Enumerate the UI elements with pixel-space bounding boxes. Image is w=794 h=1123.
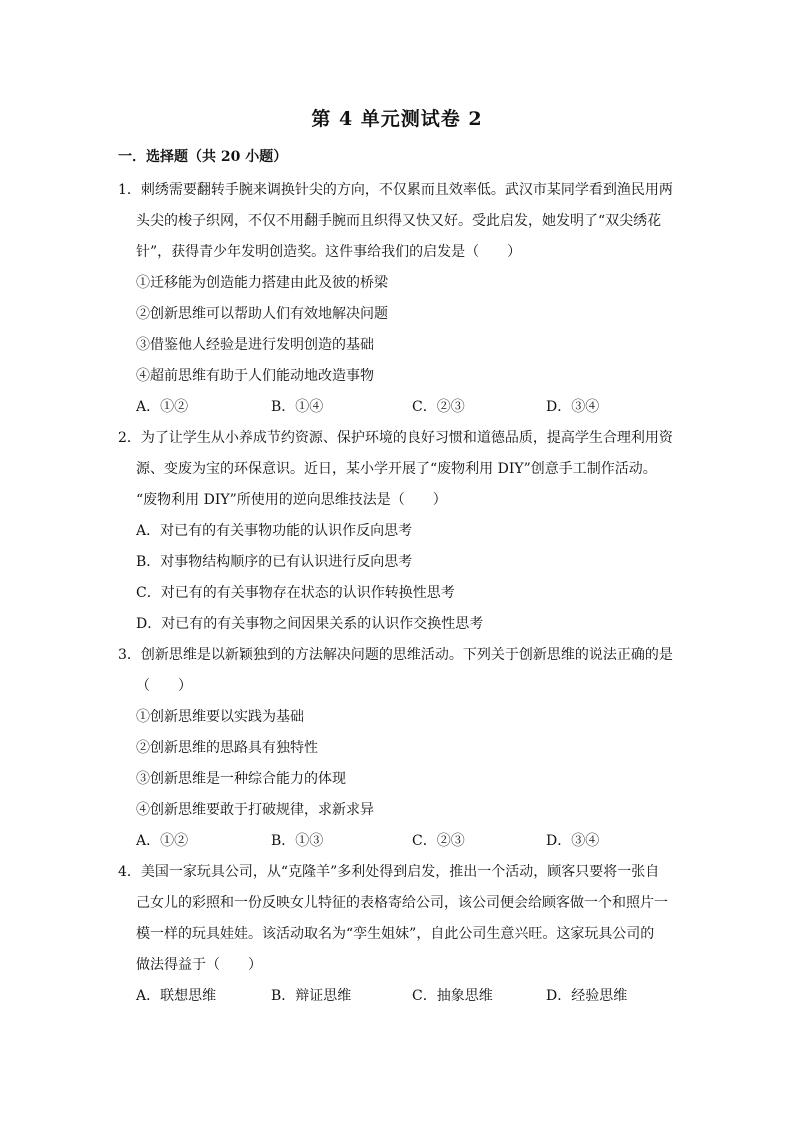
question-3-statement-4: ④创新思维要敢于打破规律，求新求异	[136, 802, 374, 818]
question-1-stem-line-1: 1．刺绣需要翻转手腕来调换针尖的方向，不仅累而且效率低。武汉市某同学看到渔民用两	[118, 182, 673, 198]
question-1-options	[118, 392, 684, 423]
question-3-option-a[interactable]: A．①②	[136, 833, 189, 849]
question-3-statement-3: ③创新思维是一种综合能力的体现	[136, 771, 346, 787]
question-4-option-b[interactable]: B．辩证思维	[271, 988, 352, 1004]
question-1-statement-4: ④超前思维有助于人们能动地改造事物	[136, 368, 374, 384]
question-3-statement-1: ①创新思维要以实践为基础	[136, 709, 304, 725]
question-2-option-a[interactable]: A．对已有的有关事物功能的认识作反向思考	[136, 523, 413, 539]
question-2	[118, 423, 684, 640]
question-2-stem-line-3: “废物利用 DIY”所使用的逆向思维技法是（ ）	[136, 492, 447, 508]
question-3-option-d[interactable]: D．③④	[546, 833, 600, 849]
question-1-statement-1: ①迁移能为创造能力搭建由此及彼的桥梁	[136, 275, 388, 291]
question-3-option-b[interactable]: B．①③	[271, 833, 324, 849]
question-3-stem-line-1: 3．创新思维是以新颖独到的方法解决问题的思维活动。下列关于创新思维的说法正确的是	[118, 647, 673, 663]
question-4-options	[118, 981, 684, 1012]
question-1-statement-2: ②创新思维可以帮助人们有效地解决问题	[136, 306, 388, 322]
question-1-stem-line-3: 针”，获得青少年发明创造奖。这件事给我们的启发是（ ）	[136, 244, 522, 260]
question-1-option-c[interactable]: C．②③	[412, 399, 465, 415]
section-heading: 一．选择题（共 20 小题）	[118, 149, 288, 165]
question-3	[118, 640, 684, 857]
question-2-option-d[interactable]: D．对已有的有关事物之间因果关系的认识作交换性思考	[136, 616, 484, 632]
question-list	[118, 175, 684, 1012]
question-1-stem-line-2: 头尖的梭子织网，不仅不用翻手腕而且织得又快又好。受此启发，她发明了“双尖绣花	[136, 213, 662, 229]
question-4-stem-line-1: 4．美国一家玩具公司，从“克隆羊”多利处得到启发，推出一个活动，顾客只要将一张自	[118, 864, 660, 880]
page-title: 第 4 单元测试卷 2	[311, 108, 483, 130]
question-3-option-c[interactable]: C．②③	[412, 833, 465, 849]
question-1-option-b[interactable]: B．①④	[271, 399, 324, 415]
question-1-option-a[interactable]: A．①②	[136, 399, 189, 415]
question-4	[118, 857, 684, 1012]
question-1-statement-3: ③借鉴他人经验是进行发明创造的基础	[136, 337, 374, 353]
question-3-stem-line-2: （ ）	[136, 678, 192, 694]
question-2-stem-line-1: 2．为了让学生从小养成节约资源、保护环境的良好习惯和道德品质，提高学生合理利用资	[118, 430, 673, 446]
question-4-option-c[interactable]: C．抽象思维	[412, 988, 493, 1004]
question-3-statement-2: ②创新思维的思路具有独特性	[136, 740, 318, 756]
question-2-option-b[interactable]: B．对事物结构顺序的已有认识进行反向思考	[136, 554, 413, 570]
question-2-stem-line-2: 源、变废为宝的环保意识。近日，某小学开展了“废物利用 DIY”创意手工制作活动。	[136, 461, 657, 477]
question-4-stem-line-2: 己女儿的彩照和一份反映女儿特征的表格寄给公司，该公司便会给顾客做一个和照片一	[136, 895, 668, 911]
question-1-option-d[interactable]: D．③④	[546, 399, 600, 415]
question-1	[118, 175, 684, 423]
question-2-option-c[interactable]: C．对已有的有关事物存在状态的认识作转换性思考	[136, 585, 455, 601]
question-3-options	[118, 826, 684, 857]
question-4-stem-line-4: 做法得益于（ ）	[136, 957, 262, 973]
question-4-stem-line-3: 模一样的玩具娃娃。该活动取名为“孪生姐妹”，自此公司生意兴旺。这家玩具公司的	[136, 926, 655, 942]
question-4-option-a[interactable]: A．联想思维	[136, 988, 217, 1004]
question-4-option-d[interactable]: D．经验思维	[546, 988, 628, 1004]
